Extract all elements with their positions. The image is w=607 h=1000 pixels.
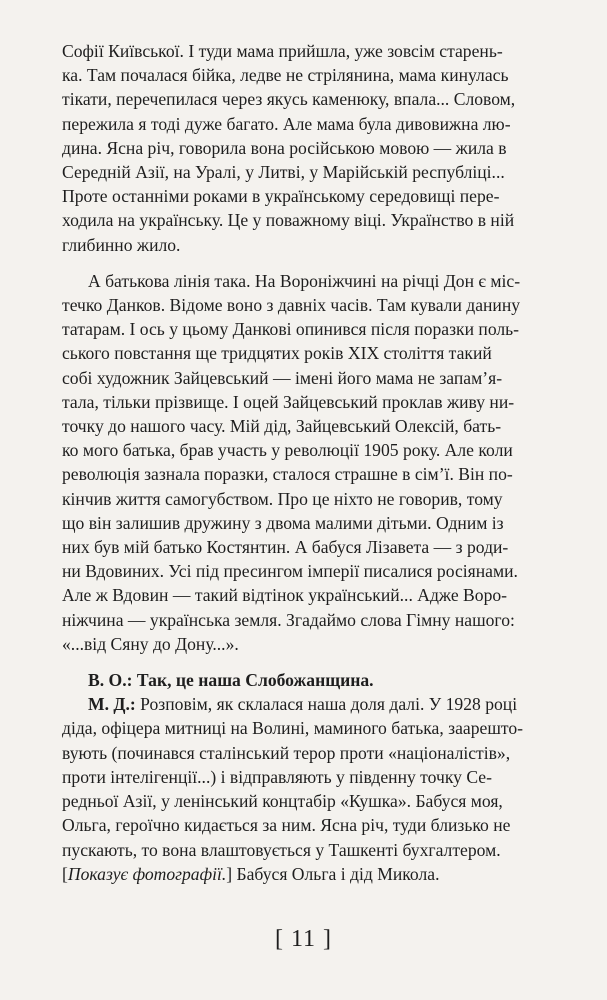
page-number: [ 11 ] [274,926,333,952]
text-line: глибинно жило. [62,234,181,255]
text-line: собі художник Зайцевський — імені його мама не запам’я- [62,367,503,388]
text-line: ни Вдовиних. Усі під пресингом імперії писалися росіянами. [62,561,518,582]
text-line: ського повстання ще тридцятих років XIX століття такий [62,343,492,364]
text-line: ко мого батька, брав участь у революції 1905 року. Але коли [62,440,513,461]
text-line: дина. Ясна річ, говорила вона російською мовою — жила в [62,137,507,158]
text-line: тікати, перечепилася через якусь каменюку, впала... Словом, [62,89,516,110]
text-line: що він залишив дружину з двома малими дітьми. Одним із [62,512,504,533]
text-line: кінчив життя самогубством. Про це ніхто не говорив, тому [62,488,503,509]
paragraph-father-line [62,269,567,656]
text-line: ніжчина — українська земля. Згадаймо слова Гімну нашого: [62,609,515,630]
paragraph-mother [62,39,567,257]
text-line: вують (починався сталінський терор проти «націоналістів», [62,742,511,763]
paragraph-gap [62,656,567,668]
text-line: «...від Сяну до Дону...». [62,633,239,654]
text-line: редньої Азії, у ленінський концтабір «Кушка». Бабуся моя, [62,791,503,812]
text-line: революція зазнала поразки, сталося страшне в сім’ї. Він по- [62,464,513,485]
page-body [62,39,567,886]
speaker-label-md: М. Д.: [88,694,136,715]
text-line: пережила я тоді дуже багато. Але мама була дивовижна лю- [62,113,511,134]
text-line: ка. Там почалася бійка, ледве не стрілянина, мама кинулась [62,65,509,86]
text-line: Середній Азії, на Уралі, у Литві, у Марійській республіці... [62,162,505,183]
text-line: татарам. І ось у цьому Данкові опинився після поразки поль- [62,319,520,340]
interviewer-remark [62,668,567,692]
respondent-answer [62,692,567,886]
text-line: тала, тільки прізвище. І оцей Зайцевський проклав живу ни- [62,391,515,412]
speaker-label-vo: В. О.: [88,670,133,691]
text-line: ходила на українську. Це у поважному віці. Українство в ній [62,210,515,231]
text-line: Проте останніми роками в українському середовищі пере- [62,186,500,207]
text-line: проти інтелігенції...) і відправляють у південну точку Се- [62,766,492,787]
text-line: них був мій батько Костянтин. А бабуся Лізавета — з роди- [62,537,509,558]
text-line: діда, офіцера митниці на Волині, маминого батька, заарешто- [62,718,523,739]
closing-text: ] Бабуся Ольга і дід Микола. [226,863,440,884]
text-line: Розповім, як склалася наша доля далі. У 1928 році [135,694,518,715]
text-line: А батькова лінія така. На Вороніжчині на річці Дон є міс- [88,270,521,291]
paragraph-gap [62,257,567,269]
text-line: точку до нашого часу. Мій дід, Зайцевський Олексій, бать- [62,416,502,437]
text-line: Але ж Вдовин — такий відтінок український... Адже Воро- [62,585,508,606]
text-line: течко Данков. Відоме воно з давніх часів. Там кували данину [62,295,521,316]
text-line: пускають, то вона влаштовується у Ташкенті бухгалтером. [62,839,501,860]
remark-text: Так, це наша Слобожанщина. [132,670,374,691]
text-line: Софії Київської. І туди мама прийшла, уже зовсім старень- [62,41,503,61]
stage-direction: Показує фотографії. [67,863,227,884]
bracket-open: [ [62,863,68,884]
text-line: Ольга, героїчно кидається за ним. Ясна річ, туди близько не [62,815,511,836]
